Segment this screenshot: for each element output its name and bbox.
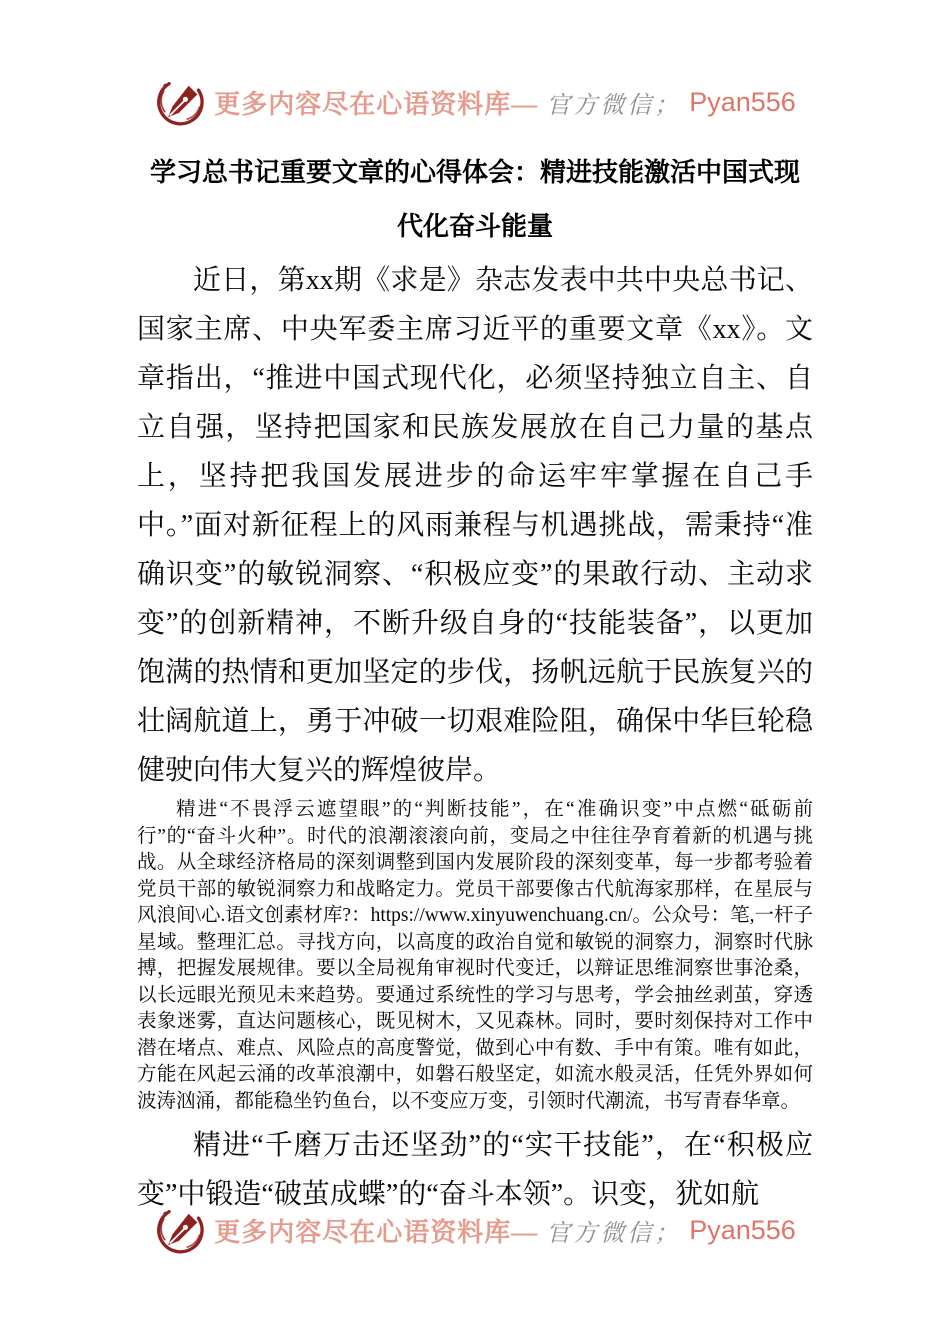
wechat-id: Pyan556: [689, 1214, 796, 1245]
pen-swirl-logo-icon: [154, 1204, 206, 1256]
pen-swirl-logo-icon: [154, 76, 206, 128]
wechat-label: 官方微信；: [546, 1220, 682, 1247]
paragraph-judgement-skill: 精进“不畏浮云遮望眼”的“判断技能”，在“准确识变”中点燃“砥砺前行”的“奋斗火种”。时代的浪潮滚滚向前，变局之中往往孕育着新的机遇与挑战。从全球经济格局的深刻调整到国内发展阶段的深刻变革，每一步都考验着党员干部的敏锐洞察力和战略定力。党员干部要像古代航海家那样，在星辰与风浪间\心.语文创素材库?：https://www.xinyuwenchuang.cn/。公众号：笔,一杆子星域。整理汇总。寻找方向，以高度的政治自觉和敏锐的洞察力，洞察时代脉搏，把握发展规律。要以全局视角审视时代变迁，以辩证思维洞察世事沧桑，以长远眼光预见未来趋势。要通过系统性的学习与思考，学会抽丝剥茧，穿透表象迷雾，直达问题核心，既见树木，又见森林。同时，要时刻保持对工作中潜在堵点、难点、风险点的高度警觉，做到心中有数、手中有策。唯有如此，方能在风起云涌的改革浪潮中，如磐石般坚定，如流水般灵活，任凭外界如何波涛汹涌，都能稳坐钓鱼台，以不变应万变，引领时代潮流，书写青春华章。: [137, 799, 813, 1112]
wechat-id: Pyan556: [689, 86, 796, 117]
brand-header: [0, 72, 950, 132]
brand-tagline: 更多内容尽在心语资料库—: [214, 89, 539, 119]
brand-footer: [0, 1200, 950, 1260]
brand-tagline: 更多内容尽在心语资料库—: [214, 1217, 539, 1247]
document-title: 学习总书记重要文章的心得体会：精进技能激活中国式现代化奋斗能量: [149, 158, 800, 241]
document-content: [137, 146, 813, 1219]
paragraph-practical-skill: 精进“千磨万击还坚劲”的“实干技能”，在“积极应变”中锻造“破茧成蝶”的“奋斗本领”。识变，犹如航: [137, 1130, 813, 1210]
paragraph-intro: 近日，第xx期《求是》杂志发表中共中央总书记、国家主席、中央军委主席习近平的重要文章《xx》。文章指出，“推进中国式现代化，必须坚持独立自主、自立自强，坚持把国家和民族发展放在自己力量的基点上，坚持把我国发展进步的命运牢牢掌握在自己手中。”面对新征程上的风雨兼程与机遇挑战，需秉持“准确识变”的敏锐洞察、“积极应变”的果敢行动、主动求变”的创新精神，不断升级自身的“技能装备”，以更加饱满的热情和更加坚定的步伐，扬帆远航于民族复兴的壮阔航道上，勇于冲破一切艰难险阻，确保中华巨轮稳健驶向伟大复兴的辉煌彼岸。: [137, 265, 813, 786]
wechat-label: 官方微信；: [546, 92, 682, 119]
